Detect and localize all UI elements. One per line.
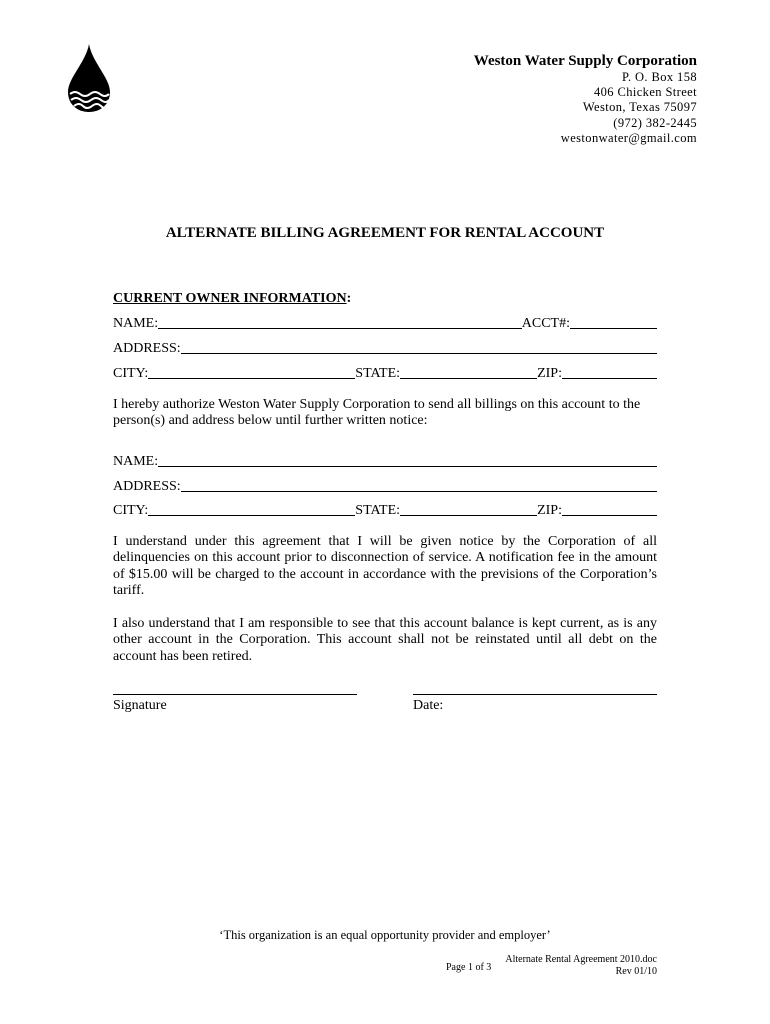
owner-heading-text: CURRENT OWNER INFORMATION [113,291,347,306]
org-header [474,52,697,146]
water-drop-icon [66,44,112,114]
owner-city-label: CITY: [113,366,149,381]
document-title: ALTERNATE BILLING AGREEMENT FOR RENTAL ACCOUNT [165,225,605,241]
owner-state-field[interactable] [400,363,537,379]
signature-line[interactable] [113,694,357,695]
alt-address-field[interactable] [181,476,657,492]
alt-city-label: CITY: [113,503,149,518]
owner-acct-field[interactable] [570,313,657,329]
document-filename: Alternate Rental Agreement 2010.doc [505,954,657,965]
document-revision: Rev 01/10 [615,966,657,977]
equal-opportunity-statement: ‘This organization is an equal opportunity provider and employer’ [219,928,551,942]
owner-name-row [113,314,657,332]
alt-name-label: NAME: [113,454,159,469]
owner-acct-label: ACCT#: [521,316,570,331]
authorize-text: I hereby authorize Weston Water Supply Corporation to send all billings on this account to the person(s) and address below until further written notice: [113,397,641,429]
page-number: Page 1 of 3 [446,962,492,973]
date-line[interactable] [413,694,657,695]
alt-city-field[interactable] [148,500,355,516]
alt-name-field[interactable] [158,451,657,467]
owner-address-row [113,339,657,357]
alt-state-label: STATE: [355,503,401,518]
document-info [505,954,657,978]
alt-zip-field[interactable] [562,500,657,516]
owner-name-label: NAME: [113,316,159,331]
org-po-box: P. O. Box 158 [621,70,697,84]
owner-city-field[interactable] [148,363,355,379]
owner-address-field[interactable] [181,338,657,354]
org-email: westonwater@gmail.com [560,130,697,145]
alt-city-row [113,501,657,519]
org-street: 406 Chicken Street [593,85,697,100]
alt-address-row [113,477,657,495]
alt-state-field[interactable] [400,500,537,516]
owner-address-label: ADDRESS: [113,341,181,356]
org-city-state: Weston, Texas 75097 [582,100,697,115]
alt-address-label: ADDRESS: [113,479,181,494]
responsibility-paragraph: I also understand that I am responsible to see that this account balance is kept current, as is any other account in the Corporation. This account shall not be reinstated until all debt on the account has been retired. [113,616,657,664]
alt-name-row [113,452,657,470]
owner-section-heading [113,291,351,307]
alt-zip-label: ZIP: [537,503,562,518]
org-name: Weston Water Supply Corporation [473,53,697,69]
owner-heading-suffix: : [346,291,352,306]
owner-state-label: STATE: [355,366,401,381]
owner-city-row [113,364,657,382]
date-label: Date: [413,698,444,713]
notice-paragraph: I understand under this agreement that I will be given notice by the Corporation of all delinquencies on this account prior to disconnection of service. A notification fee in the amount of $15.00 will be charged to the account in accordance with the previsions of the Corporation’s tariff. [113,534,657,598]
owner-zip-label: ZIP: [537,366,562,381]
owner-zip-field[interactable] [562,363,657,379]
org-phone: (972) 382-2445 [613,115,697,130]
signature-label: Signature [113,698,167,713]
owner-name-field[interactable] [158,313,522,329]
